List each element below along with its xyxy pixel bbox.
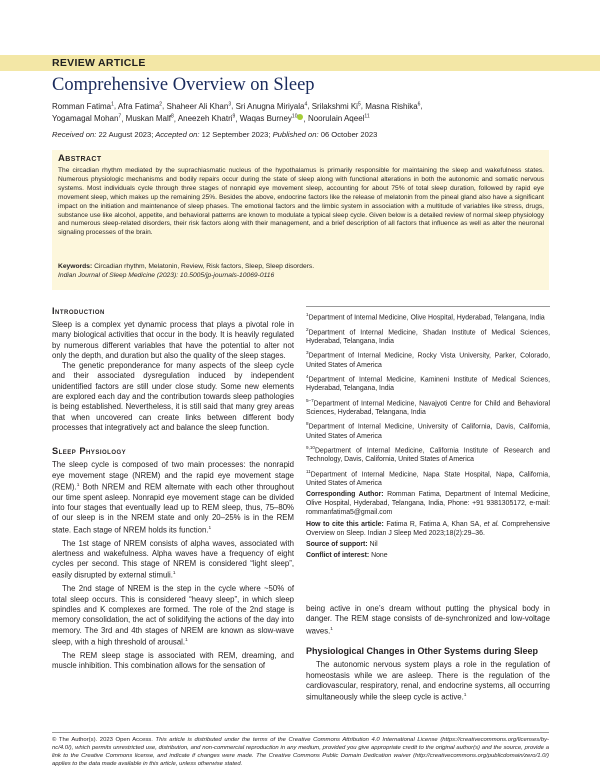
affiliation: $^1$Department of Internal Medicine, Olive Hospital, Hyderabad, Telangana, India: [306, 312, 545, 322]
introduction-paragraph-1: Sleep is a complex yet dynamic process that plays a pivotal role in many biological activities that occur in the body. It is heavily regulated by numerous different variables that have the potential to alter not only the depth, and duration but also the quality of the sleep stages.: [52, 320, 294, 360]
affiliation: $^2$Department of Internal Medicine, Shadan Institute of Medical Sciences, Hyderabad, Telangana, India: [306, 326, 550, 345]
footer-divider: [52, 732, 549, 733]
affiliation: $^3$Department of Internal Medicine, Rocky Vista University, Parker, Colorado, United States of America: [306, 350, 550, 369]
affiliation-divider: [306, 306, 550, 307]
sleep-physiology-paragraph-3: The 2nd stage of NREM is the step in the cycle where ~50% of total sleep occurs. This is considered “heavy sleep”, in which sleep spindles and K complexes are formed. The role of the 2nd stage is memory consolidation, the act of solidifying the actions of the day into memory. The 3rd and 4th stages of NREM are known as slow-wave sleep, with a high threshold of arousal.$^1$: [52, 584, 294, 647]
article-dates: Received on: 22 August 2023; Accepted on: 12 September 2023; Published on: 06 October 2023: [52, 130, 378, 139]
author[interactable]: Sri Anugna Miriyala$^4$: [235, 101, 308, 111]
affiliations-block: [306, 310, 550, 562]
author[interactable]: Aneezeh Khatri$^9$: [177, 113, 236, 124]
abstract-text: The circadian rhythm mediated by the suprachiasmatic nucleus of the hypothalamus is primarily responsible for maintaining the sleep and wakefulness states. Numerous physiologic mechanisms and bodily repairs occur during the state of sleep along with functional alterations in both the autonomic and somatic nervous systems. Most individuals cycle through three stages of nonrapid eye movement sleep, accounting for about 75% of total sleep duration, followed by rapid eye movement sleep, which makes up the remaining 25%. Besides the above, endocrine factors like the release of melatonin from the pineal gland also have a significant impact on the initiation and maintenance of sleep phases. The emotional factors and the limbic system in association with a multitude of variables like stress, drugs, substance use like alcohol, appetite, and behavioral patterns are known to modulate a typical sleep cycle. Given below is a detailed review of normal sleep physiology and numerous sleep-related disorders, their risk factors along with their management, and a brief description of all factors that influence as well as alter the neuronal signaling processes of the brain.: [58, 167, 544, 237]
license-footer: [52, 736, 549, 768]
sleep-physiology-paragraph-4: The REM sleep stage is associated with REM, dreaming, and muscle inhibition. This combination allows for the sensation of: [52, 650, 294, 670]
author-line-1: Romman Fatima$^1$, Afra Fatima$^2$, Shaheer Ali Khan$^3$, Sri Anugna Miriyala$^4$, Srilakshmi Ki$^5$, Masna Rishika$^6$,: [52, 101, 423, 111]
sleep-physiology-paragraph-1: The sleep cycle is composed of two main processes: the nonrapid eye movement stage (NREM) and the rapid eye movement stage (REM).$^1$ Both NREM and REM alternate with each other throughout our time spent asleep. Nonrapid eye movement stage can be divided into four stages that eventually lead up to REM sleep, thus, 75–80% of our sleep is in the NREM state and only 20–25% is in the REM state. Each stage of NREM holds its function.$^1$: [52, 460, 294, 535]
received-date: 22 August 2023;: [98, 130, 154, 139]
right-column-continuation: [306, 604, 550, 703]
author-list: [52, 99, 552, 124]
how-to-cite: How to cite this article: Fatima R, Fatima A, Khan SA, et al. Comprehensive Overview on Sleep. Indian J Sleep Med 2023;18(2):29–36.: [306, 520, 550, 537]
article-type-label: REVIEW ARTICLE: [52, 57, 146, 69]
sleep-physiology-paragraph-2: The 1st stage of NREM consists of alpha waves, associated with alertness and wakefulness. Alpha waves have a frequency of eight cycles per second. This stage of NREM is considered “light sleep”, easily disrupted by external stimuli.$^1$: [52, 538, 294, 581]
author-line-2: Yogamagal Mohan$^7$, Muskan Malf$^8$, Aneezeh Khatri$^9$, Waqas Burney$^{10}$ , Noorulain Aqeel$^{11}$: [52, 113, 370, 124]
physiological-changes-paragraph: The autonomic nervous system plays a role in the regulation of homeostasis while we are asleep. There is the regulation of the cardiovascular, respiratory, renal, and endocrine systems, all occurring simultaneously while the sleep cycle is active.$^1$: [306, 660, 550, 702]
source-of-support: Source of support: Nil: [306, 540, 378, 548]
reference-link[interactable]: 1: [185, 637, 188, 643]
author[interactable]: Noorulain Aqeel$^{11}$: [307, 113, 370, 124]
author[interactable]: Waqas Burney$^{10}$: [240, 114, 304, 123]
orcid-icon[interactable]: [297, 114, 303, 120]
reference-link[interactable]: 1: [172, 571, 176, 577]
license-text: This article is distributed under the terms of the Creative Commons Attribution 4.0 International License (https://creativecommons.org/licenses/by-nc/4.0/), which permits unrestricted use, distribution, and non-commercial reproduction in any medium, provided you give appropriate credit to the original author(s) and the source, provide a link to the Creative Commons license, and indicate if changes were made. The Creative Commons Public Domain Dedication waiver (http://creativecommons.org/publicdomain/zero/1.0/) applies to the data made available in this article, unless otherwise stated.: [52, 737, 550, 767]
corresponding-author: Corresponding Author: Romman Fatima, Department of Internal Medicine, Olive Hospital, Hyderabad, Telangana, India, Phone: +91 9381305172, e-mail: rommanfatima5@gmail.com: [306, 491, 550, 517]
affiliation: $^{11}$Department of Internal Medicine, Napa State Hospital, Napa, California, United States of America: [306, 468, 550, 487]
left-column: [52, 305, 294, 671]
reference-link[interactable]: 1: [330, 626, 333, 632]
journal-citation: Indian Journal of Sleep Medicine (2023): 10.5005/jp-journals-10069-0116: [58, 272, 275, 279]
author[interactable]: Yogamagal Mohan$^7$: [52, 113, 122, 124]
article-notes: [306, 490, 550, 560]
copyright-notice: © The Author(s). 2023 Open Access.: [52, 737, 153, 743]
author[interactable]: Srilakshmi Ki$^5$: [311, 101, 361, 111]
conflict-of-interest: Conflict of interest: None: [306, 551, 388, 559]
author[interactable]: Masna Rishika$^6$: [365, 101, 421, 111]
published-date: 06 October 2023: [320, 130, 378, 139]
author[interactable]: Romman Fatima$^1$: [52, 101, 114, 111]
author[interactable]: Muskan Malf$^8$: [125, 113, 174, 124]
reference-link[interactable]: 1: [208, 525, 212, 531]
author[interactable]: Shaheer Ali Khan$^3$: [166, 101, 232, 111]
affiliation: $^{5-7}$Department of Internal Medicine, Navajyoti Centre for Child and Behavioral Sciences, Hyderabad, Telangana, India: [306, 397, 550, 416]
rem-continuation-paragraph: being active in one’s dream without putting the physical body in danger. The REM stage consists of de-synchronized and low-voltage waves.$^1$: [306, 604, 550, 636]
affiliation: $^8$Department of Internal Medicine, University of California, Davis, California, United States of America: [306, 421, 550, 440]
abstract-heading: Abstract: [58, 153, 102, 164]
affiliation: $^{9,10}$Department of Internal Medicine, California Institute of Research and Technology, Davis, California, United States of America: [306, 444, 550, 464]
article-title: Comprehensive Overview on Sleep: [52, 75, 315, 95]
introduction-heading: Introduction: [52, 306, 105, 316]
reference-link[interactable]: 1: [463, 693, 467, 699]
affiliation: $^4$Department of Internal Medicine, Kamineni Institute of Medical Sciences, Hyderabad, Telangana, India: [306, 373, 550, 393]
reference-link[interactable]: 1: [76, 482, 80, 488]
sleep-physiology-heading: Sleep Physiology: [52, 446, 127, 457]
author[interactable]: Afra Fatima$^2$: [117, 101, 163, 111]
accepted-date: 12 September 2023;: [201, 130, 271, 139]
keywords: Keywords: Circadian rhythm, Melatonin, Review, Risk factors, Sleep, Sleep disorders.: [58, 263, 315, 270]
physiological-changes-heading: Physiological Changes in Other Systems during Sleep: [306, 646, 539, 657]
introduction-paragraph-2: The genetic preponderance for many aspects of the sleep cycle and their associated dysregulation induced by independent unidentified factors are still under close study. Some new elements are explored each day and the contribution towards sleep pathologies is being established. Nevertheless, it is still said that many grey areas that when uncovered can create links between different body processes that integratively act and balance the sleep function.: [52, 361, 294, 432]
